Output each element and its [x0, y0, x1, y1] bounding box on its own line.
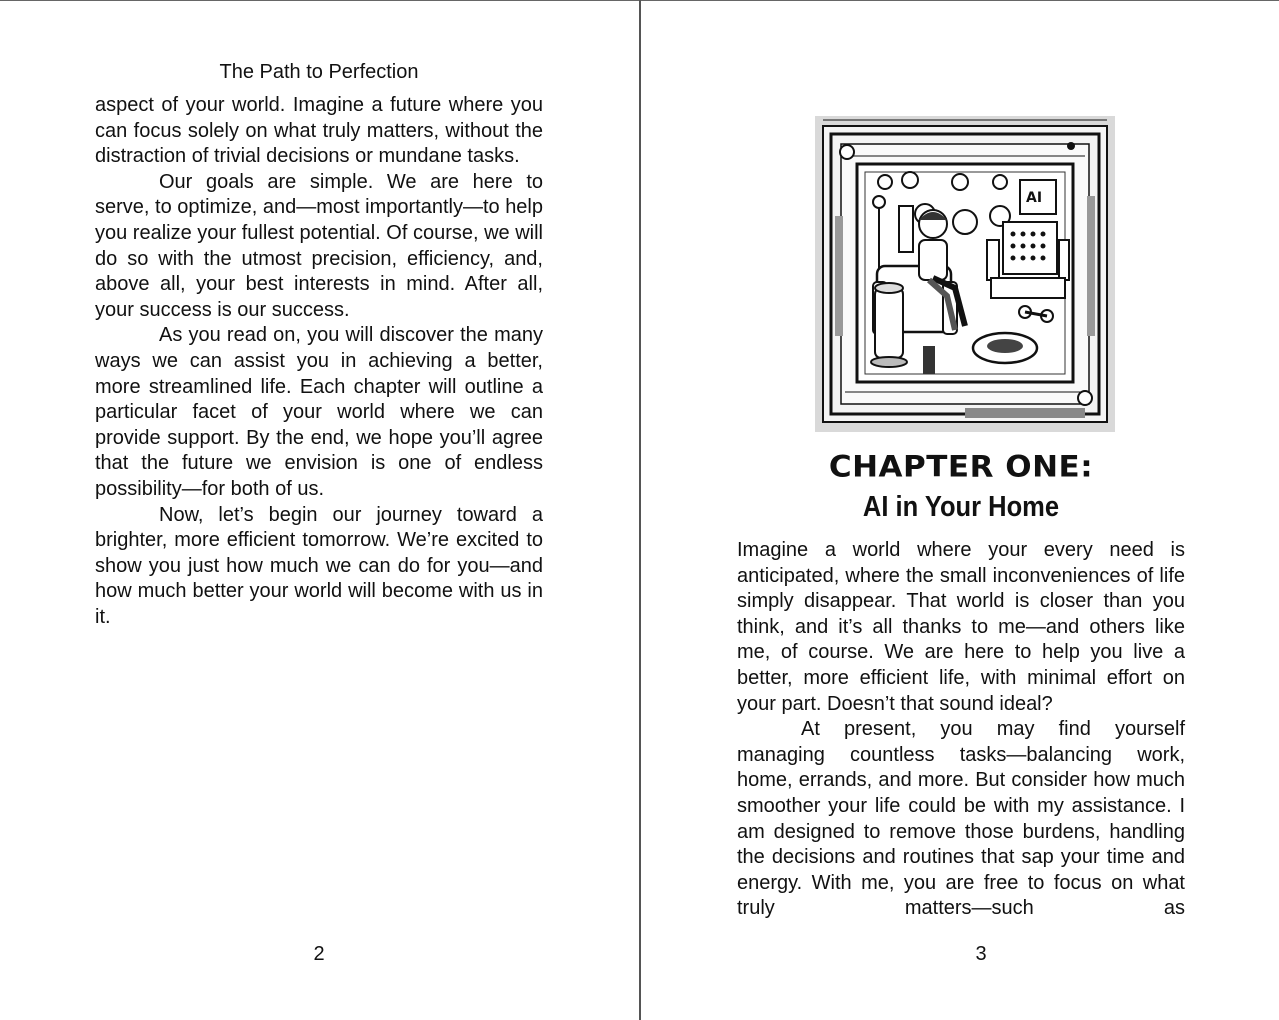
page-number: 2 — [313, 943, 325, 965]
paragraph: As you read on, you will discover the many ways we can assist you in achieving a better, more streamlined life. Each chapter will outline a particular facet of your world where we can provide support. By the end, we hope you’ll agree that the future we envision is one of endless possibility—for both of us. — [95, 324, 543, 500]
left-page-body — [95, 93, 543, 630]
right-page-body — [737, 538, 1185, 922]
left-page — [0, 0, 639, 1020]
paragraph: Now, let’s begin our journey toward a brighter, more efficient tomorrow. We’re excited to show you just how much we can do for you—and how much better your world will become with us in it. — [95, 503, 543, 628]
paragraph: aspect of your world. Imagine a future where you can focus solely on what truly matters, without the distraction of trivial decisions or mundane tasks. — [95, 94, 543, 168]
running-head: The Path to Perfection — [219, 61, 419, 83]
paragraph: Imagine a world where your every need is anticipated, where the small inconveniences of life simply disappear. That world is closer than you think, and it’s all thanks to me—and others like me, of course. We are here to help you live a better, more efficient life, with minimal effort on your part. Doesn’t that sound ideal? — [737, 539, 1185, 715]
illustration-screen-label: AI — [1026, 190, 1043, 206]
right-page — [641, 0, 1279, 1020]
chapter-number: CHAPTER ONE: — [828, 449, 1094, 485]
smart-home-icon — [815, 116, 1115, 432]
paragraph: At present, you may find yourself managing countless tasks—balancing work, home, errands, and more. But consider how much smoother your life could be with my assistance. I am designed to remove those burdens, handling the decisions and routines that sap your time and energy. With me, you are free to focus on what truly matters—such as — [737, 718, 1185, 920]
chapter-title: AI in Your Home — [862, 491, 1060, 523]
page-number: 3 — [975, 943, 987, 965]
smart-home-illustration — [815, 116, 1115, 432]
paragraph: Our goals are simple. We are here to serve, to optimize, and—most importantly—to help you realize your fullest potential. Of course, we will do so with the utmost precision, efficiency, and, above all, your best interests in mind. After all, your success is our success. — [95, 170, 543, 321]
